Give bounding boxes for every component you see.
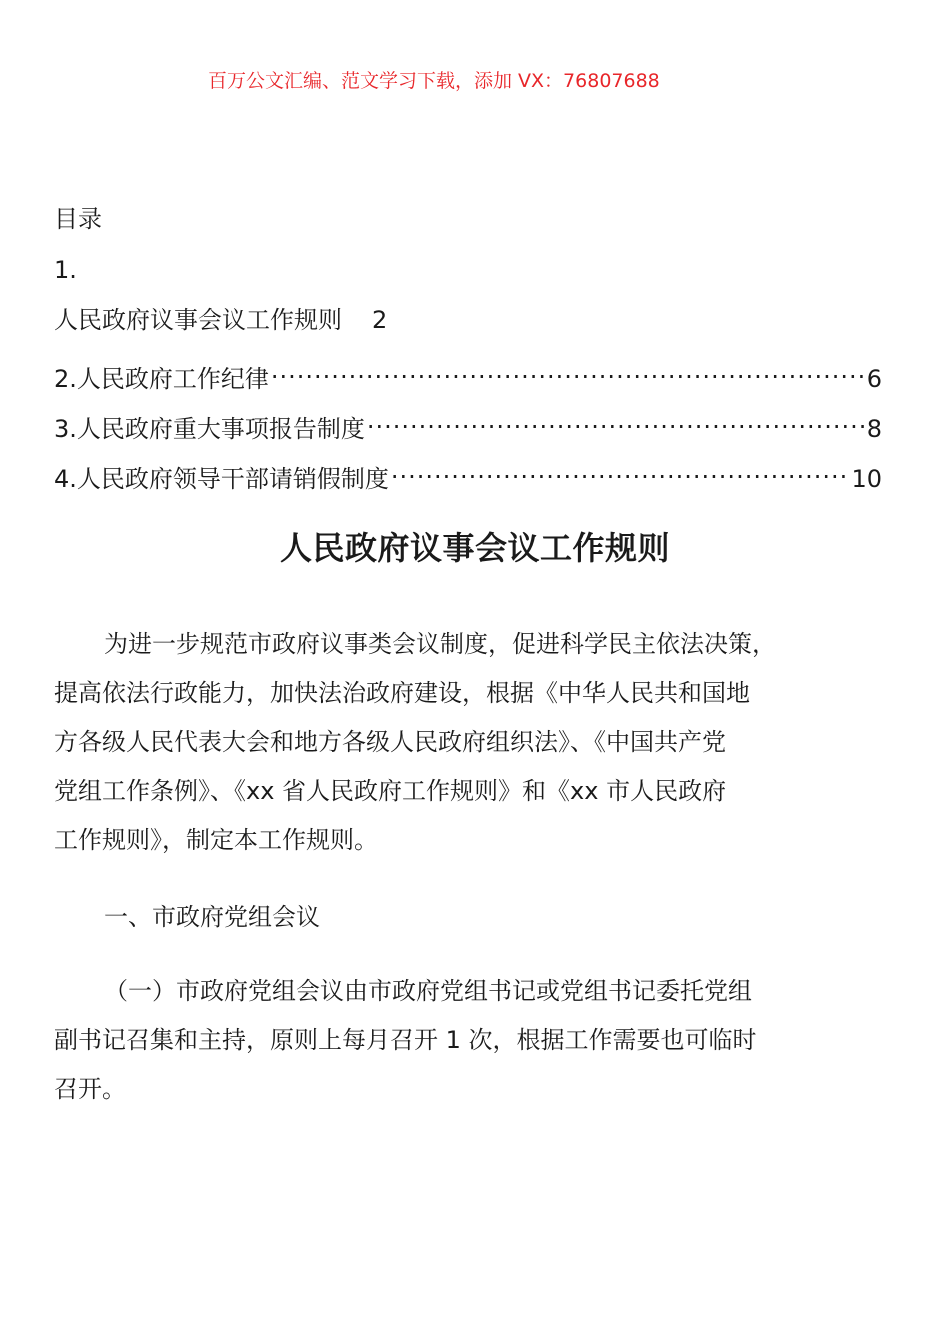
toc-entry-1[interactable] — [54, 303, 387, 337]
toc-entry-3-page: 8 — [866, 415, 882, 443]
intro-line: 党组工作条例》、《xx 省人民政府工作规则》和《xx 市人民政府 — [54, 777, 727, 805]
section-1-heading — [54, 893, 824, 942]
section-heading-text: 一、市政府党组会议 — [104, 903, 320, 931]
intro-paragraph — [54, 620, 824, 865]
toc-entry-2[interactable] — [54, 353, 882, 396]
toc-dot-leader — [271, 353, 865, 387]
header-watermark-note: 百万公文汇编、范文学习下载，添加 VX：76807688 — [208, 70, 660, 92]
item-line: 召开。 — [54, 1075, 126, 1103]
intro-line: 方各级人民代表大会和地方各级人民政府组织法》、《中国共产党 — [54, 728, 726, 756]
intro-line: 工作规则》，制定本工作规则。 — [54, 826, 378, 854]
toc-dot-leader — [391, 453, 850, 487]
toc-entry-2-label: 2.人民政府工作纪律 — [54, 365, 269, 393]
toc-entry-1-page: 2 — [372, 306, 388, 334]
toc-entry-1-number: 1. — [54, 256, 77, 284]
toc-entry-3[interactable] — [54, 403, 882, 446]
item-line: （一）市政府党组会议由市政府党组书记或党组书记委托党组 — [104, 977, 752, 1005]
toc-title: 目录 — [54, 205, 102, 233]
toc-entry-2-page: 6 — [866, 365, 882, 393]
item-line: 副书记召集和主持，原则上每月召开 1 次，根据工作需要也可临时 — [54, 1026, 757, 1054]
toc-entry-3-label: 3.人民政府重大事项报告制度 — [54, 415, 365, 443]
intro-line: 为进一步规范市政府议事类会议制度，促进科学民主依法决策， — [104, 630, 776, 658]
toc-dot-leader — [367, 403, 865, 437]
toc-entry-1-label: 人民政府议事会议工作规则 — [54, 306, 342, 334]
intro-line: 提高依法行政能力，加快法治政府建设，根据《中华人民共和国地 — [54, 679, 750, 707]
toc-entry-4-page: 10 — [851, 465, 882, 493]
toc-entry-4-label: 4.人民政府领导干部请销假制度 — [54, 465, 389, 493]
toc-entry-4[interactable] — [54, 453, 882, 496]
item-1-paragraph — [54, 967, 824, 1114]
document-title: 人民政府议事会议工作规则 — [279, 529, 670, 567]
